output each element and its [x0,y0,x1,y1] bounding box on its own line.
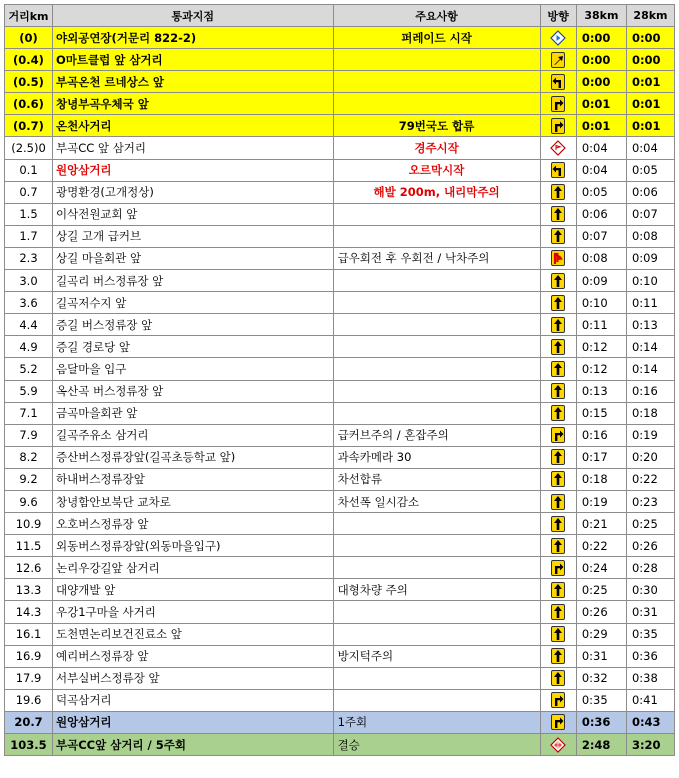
direction-cell [540,314,576,336]
table-row [5,336,675,358]
note-cell: 결승 [333,734,540,756]
place-cell: 길곡저수지 앞 [53,292,334,314]
time-38km-cell: 0:00 [576,27,626,49]
direction-cell [540,711,576,733]
note-cell: 방지턱주의 [333,645,540,667]
place-cell: 상길 고개 급커브 [53,225,334,247]
direction-cell [540,247,576,269]
time-28km-cell: 0:38 [626,667,674,689]
distance-cell: (0) [5,27,53,49]
time-28km-cell: 0:00 [626,49,674,71]
note-cell [333,623,540,645]
finish-icon [550,737,566,753]
header-note: 주요사항 [333,5,540,27]
table-row [5,667,675,689]
table-row [5,424,675,446]
distance-cell: 4.4 [5,314,53,336]
time-38km-cell: 0:00 [576,49,626,71]
arrow-up-icon [551,405,565,421]
note-cell [333,557,540,579]
place-cell: 도천면논리보건진료소 앞 [53,623,334,645]
table-row [5,645,675,667]
distance-cell: 1.5 [5,203,53,225]
time-28km-cell: 0:06 [626,181,674,203]
distance-cell: (0.6) [5,93,53,115]
place-cell: 부곡온천 르네상스 앞 [53,71,334,93]
arrow-up-icon [551,582,565,598]
direction-cell [540,270,576,292]
note-cell [333,314,540,336]
place-cell: 예리버스정류장 앞 [53,645,334,667]
direction-cell [540,402,576,424]
time-38km-cell: 0:24 [576,557,626,579]
table-row [5,711,675,733]
place-cell: 금곡마을회관 앞 [53,402,334,424]
direction-cell [540,446,576,468]
note-cell: 경주시작 [333,137,540,159]
note-cell: 급커브주의 / 혼잡주의 [333,424,540,446]
direction-cell [540,137,576,159]
note-cell [333,93,540,115]
time-38km-cell: 0:18 [576,468,626,490]
note-cell: 차선폭 일시감소 [333,490,540,512]
direction-cell [540,49,576,71]
note-cell [333,513,540,535]
time-28km-cell: 0:36 [626,645,674,667]
note-cell: 대형차량 주의 [333,579,540,601]
table-row [5,270,675,292]
direction-cell [540,358,576,380]
time-38km-cell: 0:31 [576,645,626,667]
direction-cell [540,380,576,402]
table-row [5,203,675,225]
header-row [5,5,675,27]
time-38km-cell: 0:00 [576,71,626,93]
table-row [5,159,675,181]
table-row [5,27,675,49]
time-38km-cell: 0:12 [576,336,626,358]
arrow-up-icon [551,626,565,642]
note-cell [333,292,540,314]
table-row [5,734,675,756]
time-28km-cell: 0:10 [626,270,674,292]
note-cell: 급우회전 후 우회전 / 낙차주의 [333,247,540,269]
turn-right-icon [551,714,565,730]
time-38km-cell: 2:48 [576,734,626,756]
time-38km-cell: 0:08 [576,247,626,269]
time-38km-cell: 0:15 [576,402,626,424]
time-28km-cell: 0:20 [626,446,674,468]
place-cell: 음달마을 입구 [53,358,334,380]
note-cell [333,380,540,402]
time-38km-cell: 0:04 [576,159,626,181]
distance-cell: 9.6 [5,490,53,512]
note-cell: 차선합류 [333,468,540,490]
place-cell: 옥산곡 버스정류장 앞 [53,380,334,402]
direction-cell [540,159,576,181]
time-38km-cell: 0:10 [576,292,626,314]
time-28km-cell: 0:01 [626,93,674,115]
route-table [4,4,675,756]
time-28km-cell: 0:25 [626,513,674,535]
place-cell: 우강1구마을 사거리 [53,601,334,623]
time-38km-cell: 0:09 [576,270,626,292]
distance-cell: 103.5 [5,734,53,756]
place-cell: 부곡CC 앞 삼거리 [53,137,334,159]
time-28km-cell: 0:01 [626,71,674,93]
distance-cell: 0.7 [5,181,53,203]
race-start-icon [550,140,566,156]
distance-cell: 3.6 [5,292,53,314]
time-38km-cell: 0:07 [576,225,626,247]
turn-right-icon [551,692,565,708]
table-row [5,358,675,380]
time-28km-cell: 0:07 [626,203,674,225]
table-row [5,115,675,137]
time-38km-cell: 0:01 [576,93,626,115]
turn-right-icon [551,427,565,443]
place-cell: 증길 버스정류장 앞 [53,314,334,336]
direction-cell [540,424,576,446]
time-28km-cell: 0:00 [626,27,674,49]
direction-cell [540,490,576,512]
time-28km-cell: 0:14 [626,358,674,380]
place-cell: 부곡CC앞 삼거리 / 5주회 [53,734,334,756]
place-cell: 길곡주유소 삼거리 [53,424,334,446]
direction-cell [540,468,576,490]
time-38km-cell: 0:21 [576,513,626,535]
turn-left-icon [551,162,565,178]
arrow-up-icon [551,648,565,664]
distance-cell: 1.7 [5,225,53,247]
direction-cell [540,601,576,623]
place-cell: 논리우강길앞 삼거리 [53,557,334,579]
table-row [5,137,675,159]
note-cell [333,601,540,623]
distance-cell: 7.1 [5,402,53,424]
note-cell [333,71,540,93]
table-row [5,513,675,535]
header-place: 통과지점 [53,5,334,27]
distance-cell: 13.3 [5,579,53,601]
time-28km-cell: 0:05 [626,159,674,181]
note-cell [333,535,540,557]
arrow-up-icon [551,449,565,465]
note-cell: 과속카메라 30 [333,446,540,468]
time-38km-cell: 0:17 [576,446,626,468]
table-row [5,490,675,512]
time-28km-cell: 0:43 [626,711,674,733]
turn-left-icon [551,74,565,90]
table-row [5,181,675,203]
time-28km-cell: 0:16 [626,380,674,402]
table-row [5,314,675,336]
time-28km-cell: 0:11 [626,292,674,314]
direction-cell [540,645,576,667]
place-cell: 오호버스정류장 앞 [53,513,334,535]
time-28km-cell: 0:13 [626,314,674,336]
distance-cell: (2.5)0 [5,137,53,159]
place-cell: 대양개발 앞 [53,579,334,601]
arrow-up-icon [551,538,565,554]
table-row [5,71,675,93]
time-38km-cell: 0:19 [576,490,626,512]
note-cell [333,203,540,225]
direction-cell [540,93,576,115]
place-cell: 원앙삼거리 [53,711,334,733]
table-row [5,380,675,402]
time-38km-cell: 0:22 [576,535,626,557]
time-38km-cell: 0:26 [576,601,626,623]
note-cell [333,358,540,380]
time-38km-cell: 0:16 [576,424,626,446]
distance-cell: (0.4) [5,49,53,71]
distance-cell: 16.1 [5,623,53,645]
table-row [5,623,675,645]
table-row [5,557,675,579]
place-cell: 서부실버스정류장 앞 [53,667,334,689]
direction-cell [540,734,576,756]
distance-cell: 8.2 [5,446,53,468]
arrow-diagonal-right-icon [551,52,565,68]
distance-cell: 16.9 [5,645,53,667]
direction-cell [540,292,576,314]
table-row [5,247,675,269]
sharp-right-icon [551,250,565,266]
note-cell [333,49,540,71]
distance-cell: (0.5) [5,71,53,93]
turn-right-icon [551,96,565,112]
table-row [5,225,675,247]
header-time-28km: 28km [626,5,674,27]
direction-cell [540,71,576,93]
note-cell: 퍼레이드 시작 [333,27,540,49]
distance-cell: 7.9 [5,424,53,446]
distance-cell: 4.9 [5,336,53,358]
direction-cell [540,667,576,689]
place-cell: 이삭전원교회 앞 [53,203,334,225]
place-cell: 덕곡삼거리 [53,689,334,711]
distance-cell: 14.3 [5,601,53,623]
header-direction: 방향 [540,5,576,27]
direction-cell [540,225,576,247]
time-38km-cell: 0:32 [576,667,626,689]
direction-cell [540,203,576,225]
time-38km-cell: 0:05 [576,181,626,203]
arrow-up-icon [551,670,565,686]
note-cell [333,402,540,424]
time-28km-cell: 0:19 [626,424,674,446]
arrow-up-icon [551,361,565,377]
distance-cell: 10.9 [5,513,53,535]
distance-cell: 3.0 [5,270,53,292]
time-28km-cell: 0:22 [626,468,674,490]
arrow-up-icon [551,273,565,289]
time-38km-cell: 0:13 [576,380,626,402]
direction-cell [540,557,576,579]
direction-cell [540,623,576,645]
arrow-up-icon [551,184,565,200]
arrow-up-icon [551,516,565,532]
arrow-up-icon [551,206,565,222]
place-cell: 광명환경(고개정상) [53,181,334,203]
note-cell: 오르막시작 [333,159,540,181]
time-28km-cell: 0:14 [626,336,674,358]
place-cell: 하내버스정류장앞 [53,468,334,490]
direction-cell [540,513,576,535]
time-28km-cell: 0:31 [626,601,674,623]
arrow-up-icon [551,471,565,487]
table-row [5,601,675,623]
place-cell: 야외공연장(거문리 822-2) [53,27,334,49]
note-cell [333,225,540,247]
table-row [5,468,675,490]
place-cell: 창녕부곡우체국 앞 [53,93,334,115]
place-cell: 원앙삼거리 [53,159,334,181]
direction-cell [540,27,576,49]
direction-cell [540,115,576,137]
time-28km-cell: 0:01 [626,115,674,137]
arrow-up-icon [551,228,565,244]
distance-cell: 11.5 [5,535,53,557]
header-time-38km: 38km [576,5,626,27]
distance-cell: 20.7 [5,711,53,733]
place-cell: 상길 마을회관 앞 [53,247,334,269]
arrow-up-icon [551,383,565,399]
direction-cell [540,181,576,203]
note-cell: 해발 200m, 내리막주의 [333,181,540,203]
time-38km-cell: 0:12 [576,358,626,380]
time-38km-cell: 0:36 [576,711,626,733]
distance-cell: 0.1 [5,159,53,181]
time-28km-cell: 0:28 [626,557,674,579]
time-38km-cell: 0:11 [576,314,626,336]
table-row [5,93,675,115]
note-cell: 79번국도 합류 [333,115,540,137]
direction-cell [540,336,576,358]
table-row [5,579,675,601]
time-28km-cell: 0:23 [626,490,674,512]
distance-cell: (0.7) [5,115,53,137]
time-28km-cell: 0:18 [626,402,674,424]
time-38km-cell: 0:06 [576,203,626,225]
table-row [5,689,675,711]
note-cell [333,667,540,689]
start-icon [550,30,566,46]
turn-right-icon [551,118,565,134]
time-28km-cell: 0:04 [626,137,674,159]
direction-cell [540,579,576,601]
table-row [5,49,675,71]
distance-cell: 17.9 [5,667,53,689]
place-cell: 증길 경로당 앞 [53,336,334,358]
table-row [5,535,675,557]
arrow-up-icon [551,339,565,355]
arrow-up-icon [551,604,565,620]
distance-cell: 19.6 [5,689,53,711]
turn-right-icon [551,560,565,576]
time-28km-cell: 0:30 [626,579,674,601]
time-28km-cell: 0:41 [626,689,674,711]
arrow-up-icon [551,494,565,510]
distance-cell: 9.2 [5,468,53,490]
distance-cell: 2.3 [5,247,53,269]
time-38km-cell: 0:04 [576,137,626,159]
place-cell: 창녕함안보북단 교차로 [53,490,334,512]
distance-cell: 5.9 [5,380,53,402]
place-cell: 증산버스정류장앞(길곡초등학교 앞) [53,446,334,468]
direction-cell [540,535,576,557]
time-28km-cell: 0:09 [626,247,674,269]
note-cell [333,270,540,292]
note-cell [333,689,540,711]
distance-cell: 12.6 [5,557,53,579]
direction-cell [540,689,576,711]
arrow-up-icon [551,317,565,333]
time-38km-cell: 0:25 [576,579,626,601]
table-row [5,446,675,468]
place-cell: O마트클럽 앞 삼거리 [53,49,334,71]
distance-cell: 5.2 [5,358,53,380]
table-row [5,292,675,314]
note-cell: 1주회 [333,711,540,733]
place-cell: 외동버스정류장앞(외동마을입구) [53,535,334,557]
time-28km-cell: 0:26 [626,535,674,557]
time-38km-cell: 0:01 [576,115,626,137]
place-cell: 온천사거리 [53,115,334,137]
place-cell: 길곡리 버스정류장 앞 [53,270,334,292]
time-38km-cell: 0:35 [576,689,626,711]
time-38km-cell: 0:29 [576,623,626,645]
route-rows [5,27,675,756]
note-cell [333,336,540,358]
arrow-up-icon [551,295,565,311]
time-28km-cell: 0:35 [626,623,674,645]
table-row [5,402,675,424]
header-distance: 거리km [5,5,53,27]
time-28km-cell: 3:20 [626,734,674,756]
time-28km-cell: 0:08 [626,225,674,247]
